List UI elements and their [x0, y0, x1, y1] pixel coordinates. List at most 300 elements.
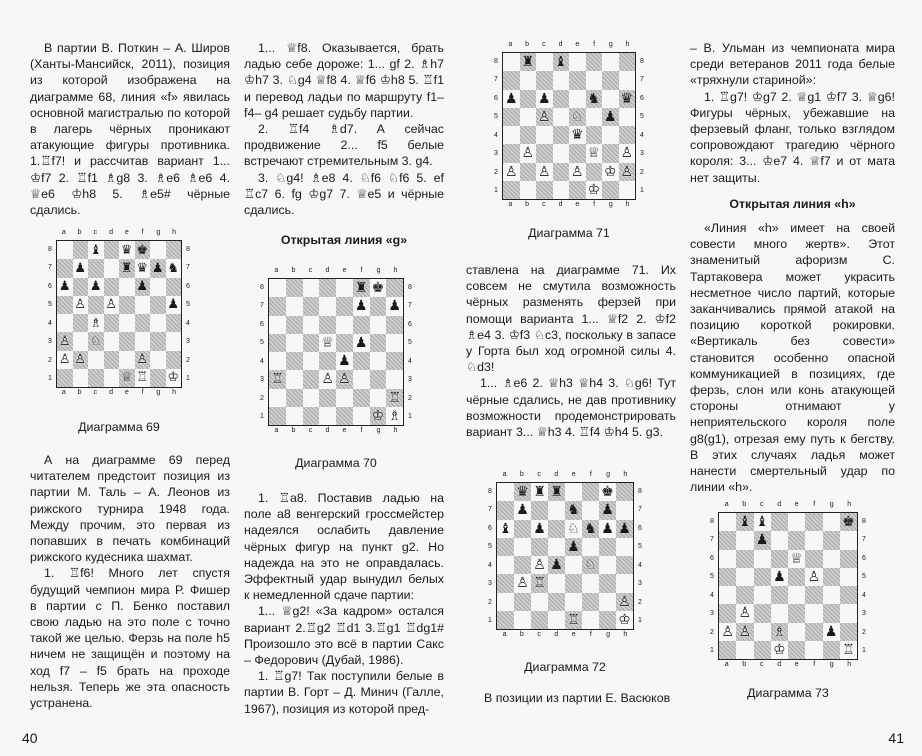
file-label: f	[589, 631, 592, 638]
white-pawn-icon: ♙	[74, 352, 87, 368]
board-square	[503, 181, 520, 199]
board-square	[497, 556, 514, 574]
rank-label: 2	[186, 356, 190, 364]
paragraph: 2. ♖f4 ♗d7. А сейчас продвижение 2... f5 белые встречают стремительным 3. g4.	[244, 122, 444, 169]
chessboard	[496, 482, 634, 630]
board-square	[771, 568, 788, 586]
board-square	[503, 71, 520, 89]
board-square	[602, 90, 619, 108]
rank-labels-left	[485, 482, 495, 630]
board-square	[73, 278, 89, 296]
board-square	[57, 314, 73, 332]
board-square	[88, 259, 104, 277]
board-square	[531, 574, 548, 592]
right-column-2	[690, 40, 895, 495]
board-square	[565, 611, 582, 629]
caption-diagram-70: Диаграмма 70	[295, 456, 377, 470]
board-square	[616, 538, 633, 556]
board-square	[88, 332, 104, 350]
board-square	[788, 531, 805, 549]
board-square	[497, 483, 514, 501]
right-column-1-bottom	[484, 690, 684, 706]
board-square	[536, 90, 553, 108]
rank-label: 8	[488, 487, 492, 495]
board-square	[548, 593, 565, 611]
board-square	[150, 351, 166, 369]
board-square	[88, 351, 104, 369]
board-square	[586, 90, 603, 108]
board-square	[319, 407, 336, 425]
white-queen-icon: ♕	[120, 370, 133, 386]
white-rook-icon: ♖	[136, 370, 149, 386]
file-label: e	[342, 267, 347, 274]
file-label: d	[109, 389, 114, 396]
board-square	[73, 332, 89, 350]
file-label: b	[291, 267, 296, 274]
board-square	[135, 332, 151, 350]
file-label: c	[760, 661, 764, 668]
board-square	[619, 53, 636, 71]
board-square	[286, 389, 303, 407]
board-square	[119, 278, 135, 296]
white-king-icon: ♔	[603, 163, 617, 180]
board-square	[503, 53, 520, 71]
board-square	[104, 332, 120, 350]
board-square	[771, 623, 788, 641]
board-square	[57, 369, 73, 387]
white-rook-icon: ♖	[533, 575, 546, 592]
board-square	[754, 513, 771, 531]
rank-label: 4	[494, 131, 498, 139]
rank-label: 4	[710, 591, 714, 599]
file-label: f	[813, 661, 816, 668]
file-label: a	[274, 267, 279, 274]
black-pawn-icon: ♟	[824, 623, 838, 640]
white-pawn-icon: ♙	[136, 352, 149, 368]
board-square	[370, 316, 387, 334]
file-label: b	[525, 201, 530, 208]
board-square	[565, 538, 582, 556]
white-pawn-icon: ♙	[516, 575, 529, 592]
board-square	[150, 241, 166, 259]
board-square	[531, 593, 548, 611]
board-square	[840, 513, 857, 531]
board-square	[319, 352, 336, 370]
white-pawn-icon: ♙	[537, 108, 551, 125]
board-square	[602, 71, 619, 89]
paragraph: 3. ♘g4! ♗e8 4. ♘f6 ♘f6 5. ef ♖c7 6. fg ♔g7 7. ♕e5 и чёрные сдались.	[244, 170, 444, 218]
rank-labels-left	[707, 512, 717, 660]
board-square	[823, 641, 840, 659]
black-pawn-icon: ♟	[550, 557, 563, 574]
board-square	[336, 279, 353, 297]
board-square	[353, 334, 370, 352]
white-rook-icon: ♖	[842, 641, 855, 658]
board-square	[599, 593, 616, 611]
white-queen-icon: ♕	[587, 145, 601, 162]
rank-label: 1	[48, 375, 52, 383]
board-square	[736, 550, 753, 568]
rank-label: 6	[640, 94, 644, 102]
board-square	[788, 586, 805, 604]
board-square	[582, 593, 599, 611]
rank-label: 8	[862, 517, 866, 525]
board-square	[616, 501, 633, 519]
rank-label: 8	[260, 283, 264, 291]
board-square	[788, 550, 805, 568]
white-pawn-icon: ♙	[721, 623, 734, 640]
board-square	[840, 586, 857, 604]
black-bishop-icon: ♝	[89, 242, 102, 258]
board-square	[531, 556, 548, 574]
rank-label: 7	[48, 264, 52, 272]
board-square	[303, 407, 320, 425]
board-square	[503, 108, 520, 126]
board-square	[303, 370, 320, 388]
board-square	[548, 501, 565, 519]
rank-label: 4	[488, 561, 492, 569]
caption-diagram-69: Диаграмма 69	[78, 420, 160, 434]
file-label: e	[124, 229, 129, 236]
board-square	[286, 370, 303, 388]
file-label: e	[575, 41, 580, 48]
board-square	[88, 241, 104, 259]
black-knight-icon: ♞	[167, 260, 180, 276]
black-pawn-icon: ♟	[388, 298, 401, 315]
board-square	[754, 568, 771, 586]
file-label: d	[109, 229, 114, 236]
board-square	[536, 181, 553, 199]
page-number-right: 41	[888, 730, 904, 746]
file-label: h	[393, 267, 398, 274]
rank-label: 2	[48, 356, 52, 364]
board-square	[553, 53, 570, 71]
board-square	[805, 623, 822, 641]
white-rook-icon: ♖	[271, 371, 284, 388]
board-square	[619, 90, 636, 108]
board-square	[150, 278, 166, 296]
black-queen-icon: ♛	[136, 260, 149, 276]
board-square	[503, 163, 520, 181]
paragraph: 1. ♖a8. Поставив ладью на поле a8 венгерский гроссмейстер надеялся ослабить давление чёрных фигур на пункт g2. Но надежда на это не оправдалась. Эффектный удар вынудил белых к немедленной сдаче партии:	[244, 491, 444, 603]
board-square	[553, 126, 570, 144]
white-bishop-icon: ♗	[89, 315, 102, 331]
board-square	[619, 144, 636, 162]
board-square	[503, 90, 520, 108]
file-label: c	[93, 389, 98, 396]
rank-label: 3	[186, 338, 190, 346]
board-square	[303, 297, 320, 315]
board-square	[353, 279, 370, 297]
white-knight-icon: ♘	[567, 520, 580, 537]
file-labels-top	[502, 41, 636, 51]
rank-label: 2	[408, 394, 412, 402]
board-square	[73, 351, 89, 369]
rank-label: 7	[710, 536, 714, 544]
paragraph: 1. ♖g7! ♔g7 2. ♕g1 ♔f7 3. ♕g6! Фигуры чёрных, убежавшие на ферзевый фланг, только взглядом сопровождают трагедию чёрного короля: 3... ♔e7 4. ♕f7 и от мата нет защиты.	[690, 89, 895, 185]
board-square	[582, 611, 599, 629]
white-rook-icon: ♖	[567, 611, 580, 628]
board-square	[150, 332, 166, 350]
board-square	[303, 316, 320, 334]
board-square	[754, 604, 771, 622]
board-square	[771, 604, 788, 622]
board-square	[73, 241, 89, 259]
board-square	[119, 314, 135, 332]
rank-label: 1	[862, 647, 866, 655]
white-pawn-icon: ♙	[105, 297, 118, 313]
board-square	[514, 574, 531, 592]
board-square	[840, 531, 857, 549]
black-king-icon: ♚	[842, 514, 855, 531]
black-knight-icon: ♞	[584, 520, 597, 537]
right-column-1	[466, 262, 676, 440]
board-square	[569, 90, 586, 108]
board-square	[771, 531, 788, 549]
rank-label: 5	[186, 301, 190, 309]
board-square	[823, 531, 840, 549]
board-square	[150, 314, 166, 332]
board-square	[805, 513, 822, 531]
board-square	[57, 259, 73, 277]
file-label: f	[593, 201, 596, 208]
rank-label: 3	[488, 580, 492, 588]
board-square	[599, 574, 616, 592]
rank-label: 3	[862, 610, 866, 618]
board-square	[719, 531, 736, 549]
board-square	[386, 334, 403, 352]
paragraph: А на диаграмме 69 перед читателем предстоит позиция из партии М. Таль – А. Леонов из рижского турнира 1948 года. Между прочим, это первая из попавших в печать комбинаций рижского кудесника шахмат.	[30, 453, 230, 565]
board-square	[269, 279, 286, 297]
rank-label: 7	[408, 302, 412, 310]
rank-label: 7	[638, 506, 642, 514]
board-square	[370, 370, 387, 388]
board-square	[553, 181, 570, 199]
board-square	[497, 520, 514, 538]
file-label: c	[308, 427, 313, 434]
white-pawn-icon: ♙	[521, 145, 535, 162]
board-square	[57, 278, 73, 296]
board-square	[565, 574, 582, 592]
chess-diagram-72	[484, 470, 646, 642]
board-square	[286, 334, 303, 352]
file-label: g	[156, 389, 161, 396]
board-square	[73, 314, 89, 332]
rank-labels-right	[635, 482, 645, 630]
board-square	[286, 407, 303, 425]
board-square	[135, 351, 151, 369]
rank-label: 5	[862, 573, 866, 581]
paragraph: 1... ♕g2! «За кадром» остался вариант 2.♖g2 ♖d1 3.♖g1 ♖dg1# Произошло это всё в партии Сакс – Федорович (Дубай, 1986).	[244, 604, 444, 668]
board-square	[166, 296, 182, 314]
rank-label: 3	[48, 338, 52, 346]
black-rook-icon: ♜	[354, 280, 368, 297]
board-square	[336, 316, 353, 334]
file-label: d	[554, 631, 559, 638]
file-label: h	[172, 389, 177, 396]
board-square	[370, 297, 387, 315]
board-square	[104, 369, 120, 387]
board-square	[553, 71, 570, 89]
file-label: f	[589, 471, 592, 478]
board-square	[553, 90, 570, 108]
board-square	[548, 538, 565, 556]
black-pawn-icon: ♟	[338, 353, 351, 370]
board-square	[565, 556, 582, 574]
rank-label: 6	[862, 554, 866, 562]
board-square	[119, 351, 135, 369]
rank-label: 1	[260, 413, 264, 421]
board-square	[754, 623, 771, 641]
board-square	[569, 144, 586, 162]
black-king-icon: ♚	[136, 242, 149, 258]
rank-label: 5	[638, 543, 642, 551]
rank-label: 5	[48, 301, 52, 309]
rank-label: 7	[640, 76, 644, 84]
file-label: d	[558, 201, 563, 208]
rank-label: 2	[638, 598, 642, 606]
board-square	[805, 568, 822, 586]
board-square	[166, 259, 182, 277]
board-square	[520, 181, 537, 199]
black-queen-icon: ♛	[620, 90, 634, 107]
board-square	[336, 334, 353, 352]
rank-label: 8	[640, 57, 644, 65]
rank-label: 2	[488, 598, 492, 606]
board-square	[386, 279, 403, 297]
black-king-icon: ♚	[601, 484, 614, 501]
board-square	[771, 550, 788, 568]
rank-label: 5	[494, 113, 498, 121]
board-square	[386, 352, 403, 370]
board-square	[286, 297, 303, 315]
board-square	[719, 604, 736, 622]
board-square	[166, 351, 182, 369]
board-square	[135, 369, 151, 387]
board-square	[823, 586, 840, 604]
board-square	[88, 369, 104, 387]
board-square	[166, 314, 182, 332]
file-labels-top	[496, 471, 634, 481]
board-square	[582, 556, 599, 574]
file-labels-bottom	[718, 661, 858, 671]
file-label: f	[593, 41, 596, 48]
rank-label: 4	[48, 319, 52, 327]
rank-label: 8	[494, 57, 498, 65]
white-pawn-icon: ♙	[537, 163, 551, 180]
white-bishop-icon: ♗	[388, 407, 401, 424]
rank-label: 5	[488, 543, 492, 551]
board-square	[497, 593, 514, 611]
file-labels-bottom	[268, 427, 404, 437]
board-square	[135, 296, 151, 314]
board-square	[602, 126, 619, 144]
board-square	[497, 574, 514, 592]
board-square	[503, 144, 520, 162]
board-square	[536, 163, 553, 181]
board-square	[135, 241, 151, 259]
rank-label: 8	[638, 487, 642, 495]
file-label: g	[606, 631, 611, 638]
file-label: b	[77, 389, 82, 396]
chessboard	[718, 512, 858, 660]
file-label: h	[847, 501, 852, 508]
board-square	[805, 641, 822, 659]
rank-label: 6	[710, 554, 714, 562]
board-square	[548, 483, 565, 501]
board-square	[119, 259, 135, 277]
board-square	[514, 556, 531, 574]
rank-labels-right	[405, 278, 415, 426]
board-square	[370, 352, 387, 370]
file-label: f	[360, 267, 363, 274]
black-pawn-icon: ♟	[58, 279, 71, 295]
board-square	[616, 483, 633, 501]
rank-label: 4	[638, 561, 642, 569]
rank-label: 1	[640, 187, 644, 195]
black-pawn-icon: ♟	[603, 108, 617, 125]
board-square	[536, 53, 553, 71]
black-pawn-icon: ♟	[504, 90, 518, 107]
board-square	[582, 483, 599, 501]
white-pawn-icon: ♙	[620, 163, 634, 180]
board-square	[736, 531, 753, 549]
board-square	[602, 53, 619, 71]
file-label: h	[625, 201, 630, 208]
white-pawn-icon: ♙	[504, 163, 518, 180]
board-square	[353, 370, 370, 388]
board-square	[840, 604, 857, 622]
board-square	[370, 389, 387, 407]
file-label: e	[575, 201, 580, 208]
board-square	[119, 241, 135, 259]
board-square	[269, 389, 286, 407]
board-square	[586, 163, 603, 181]
board-square	[303, 334, 320, 352]
file-label: e	[124, 389, 129, 396]
rank-label: 5	[710, 573, 714, 581]
black-pawn-icon: ♟	[89, 279, 102, 295]
rank-label: 3	[638, 580, 642, 588]
white-pawn-icon: ♙	[74, 297, 87, 313]
board-square	[88, 296, 104, 314]
board-square	[619, 108, 636, 126]
board-square	[616, 556, 633, 574]
board-square	[520, 71, 537, 89]
board-square	[286, 352, 303, 370]
board-square	[771, 641, 788, 659]
board-square	[582, 538, 599, 556]
board-square	[353, 352, 370, 370]
board-square	[269, 334, 286, 352]
rank-label: 6	[260, 320, 264, 328]
file-label: a	[61, 229, 66, 236]
board-square	[586, 126, 603, 144]
file-label: a	[508, 201, 513, 208]
board-square	[104, 351, 120, 369]
white-pawn-icon: ♙	[58, 333, 71, 349]
board-square	[520, 90, 537, 108]
board-square	[303, 389, 320, 407]
file-label: c	[760, 501, 764, 508]
board-square	[503, 126, 520, 144]
board-square	[569, 108, 586, 126]
board-square	[565, 483, 582, 501]
board-square	[166, 332, 182, 350]
rank-label: 5	[260, 339, 264, 347]
board-square	[553, 108, 570, 126]
rank-label: 6	[48, 282, 52, 290]
